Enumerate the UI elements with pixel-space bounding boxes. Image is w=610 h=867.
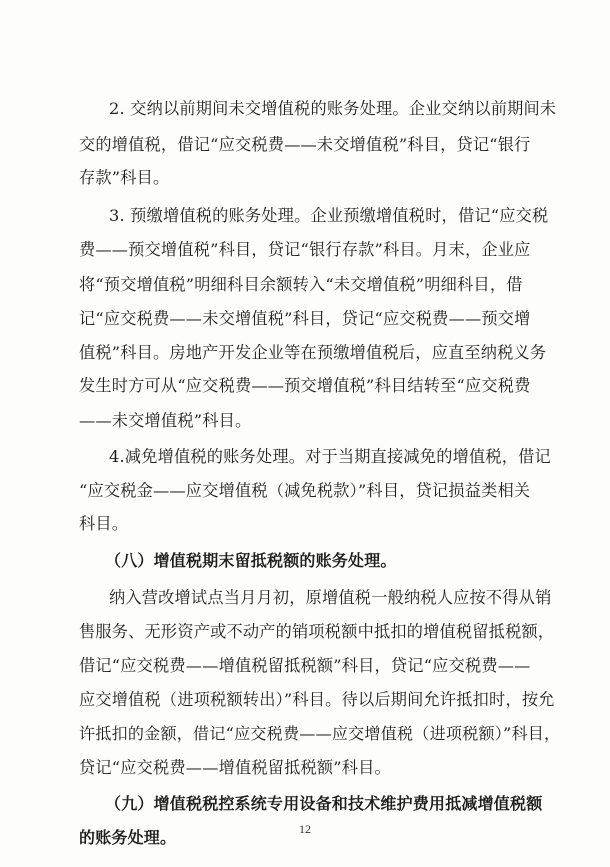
paragraph-2-line-1: 2. 交纳以前期间未交增值税的账务处理。企业交纳以前期间未 xyxy=(109,99,557,118)
paragraph-8-line-6: 贷记“应交税费——增值税留抵税额”科目。 xyxy=(79,758,391,777)
paragraph-8-line-4: 应交增值税（进项税额转出）”科目。待以后期间允许抵扣时，按允 xyxy=(79,690,555,709)
paragraph-8-line-5: 许抵扣的金额，借记“应交税费——应交增值税（进项税额）”科目， xyxy=(79,724,561,743)
paragraph-4-line-3: 科目。 xyxy=(79,514,129,533)
paragraph-4-line-2: “应交税金——应交增值税（减免税款）”科目，贷记损益类相关 xyxy=(79,481,531,500)
paragraph-8-line-1: 纳入营改增试点当月月初，原增值税一般纳税人应按不得从销 xyxy=(109,588,552,607)
paragraph-8-line-2: 售服务、无形资产或不动产的销项税额中抵扣的增值税留抵税额， xyxy=(79,622,555,641)
section-heading-9-line-1: （九）增值税税控系统专用设备和技术维护费用抵减增值税额 xyxy=(105,794,543,813)
page-number: 12 xyxy=(299,822,311,836)
paragraph-3-line-3: 将“预交增值税”明细科目余额转入“未交增值税”明细科目，借 xyxy=(79,275,523,294)
paragraph-3-line-1: 3. 预缴增值税的账务处理。企业预缴增值税时，借记“应交税 xyxy=(109,206,549,225)
paragraph-3-line-7: ——未交增值税”科目。 xyxy=(79,411,252,430)
paragraph-3-line-6: 发生时方可从“应交税费——预交增值税”科目结转至“应交税费 xyxy=(79,376,531,395)
section-heading-9-line-2: 的账务处理。 xyxy=(79,828,177,847)
paragraph-3-line-2: 费——预交增值税”科目，贷记“银行存款”科目。月末，企业应 xyxy=(79,240,531,259)
section-heading-8: （八）增值税期末留抵税额的账务处理。 xyxy=(105,551,397,570)
paragraph-3-line-4: 记“应交税费——未交增值税”科目，贷记“应交税费——预交增 xyxy=(79,309,531,328)
paragraph-3-line-5: 值税”科目。房地产开发企业等在预缴增值税后，应直至纳税义务 xyxy=(79,343,547,362)
paragraph-2-line-2: 交的增值税，借记“应交税费——未交增值税”科目，贷记“银行 xyxy=(79,135,531,154)
paragraph-4-line-1: 4.减免增值税的账务处理。对于当期直接减免的增值税，借记 xyxy=(109,447,551,466)
paragraph-8-line-3: 借记“应交税费——增值税留抵税额”科目，贷记“应交税费—— xyxy=(79,656,531,675)
paragraph-2-line-3: 存款”科目。 xyxy=(79,168,170,187)
